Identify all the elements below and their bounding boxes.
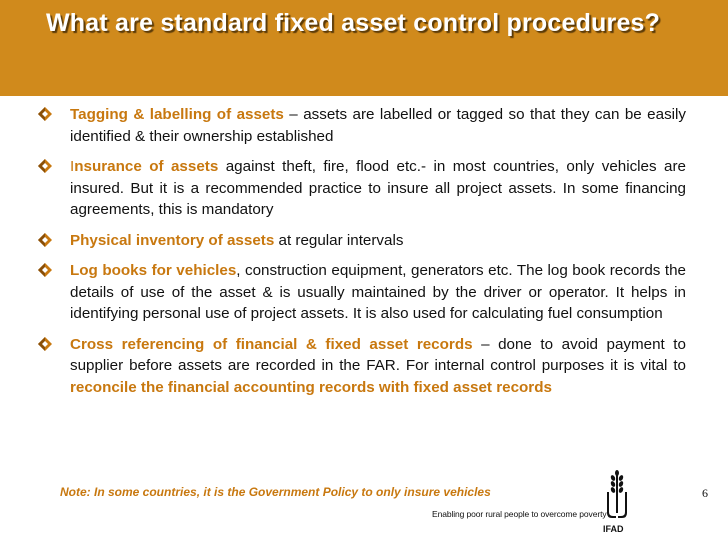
- diamond-bullet-icon: [38, 337, 52, 351]
- bullet-item-cross-referencing: [36, 334, 686, 399]
- bullet-text: – done to avoid payment to supplier before assets are recorded in the FAR. For internal control purposes it is vital to: [70, 335, 686, 374]
- bullet-item-log-books: [36, 260, 686, 325]
- bullet-highlight: Physical inventory of assets: [70, 231, 275, 249]
- bullet-highlight: Cross referencing of financial & fixed asset records: [70, 335, 473, 353]
- logo-wordmark: IFAD: [603, 524, 624, 534]
- bullet-highlight-secondary: reconcile the financial accounting records with fixed asset records: [70, 378, 552, 396]
- slide-title: What are standard fixed asset control procedures?: [46, 9, 661, 37]
- bullet-item-tagging: [36, 104, 686, 147]
- bullet-text: at regular intervals: [274, 231, 404, 249]
- bullet-text: – assets are labelled or tagged so that they can be easily identified & their ownership established: [70, 106, 687, 145]
- bullet-highlight: Tagging & labelling of assets: [70, 106, 284, 123]
- bullet-highlight: nsurance of assets: [74, 158, 219, 175]
- diamond-bullet-icon: [38, 159, 52, 173]
- bullet-highlight: Log books for vehicles: [70, 262, 237, 279]
- bullet-initial: I: [70, 158, 75, 175]
- bullet-list: [36, 104, 686, 407]
- bullet-text: against theft, fire, flood etc.- in most countries, only vehicles are insured. But it is a recommended practice to insure all project assets. In some financing agreements, this is mandatory: [70, 158, 686, 218]
- bullet-text: , construction equipment, generators etc. The log book records the details of use of the asset & is usually maintained by the driver or operator. It helps in identifying personal use of project assets. It is also used for calculating fuel consumption: [70, 262, 686, 322]
- ifad-logo-icon: [603, 470, 631, 522]
- tagline: Enabling poor rural people to overcome poverty: [432, 509, 607, 519]
- diamond-bullet-icon: [38, 263, 52, 277]
- diamond-bullet-icon: [38, 233, 52, 247]
- diamond-bullet-icon: [38, 107, 52, 121]
- footnote: Note: In some countries, it is the Government Policy to only insure vehicles: [60, 485, 491, 499]
- bullet-item-inventory: [36, 230, 686, 252]
- page-number: 6: [702, 486, 708, 500]
- bullet-item-insurance: [36, 156, 686, 221]
